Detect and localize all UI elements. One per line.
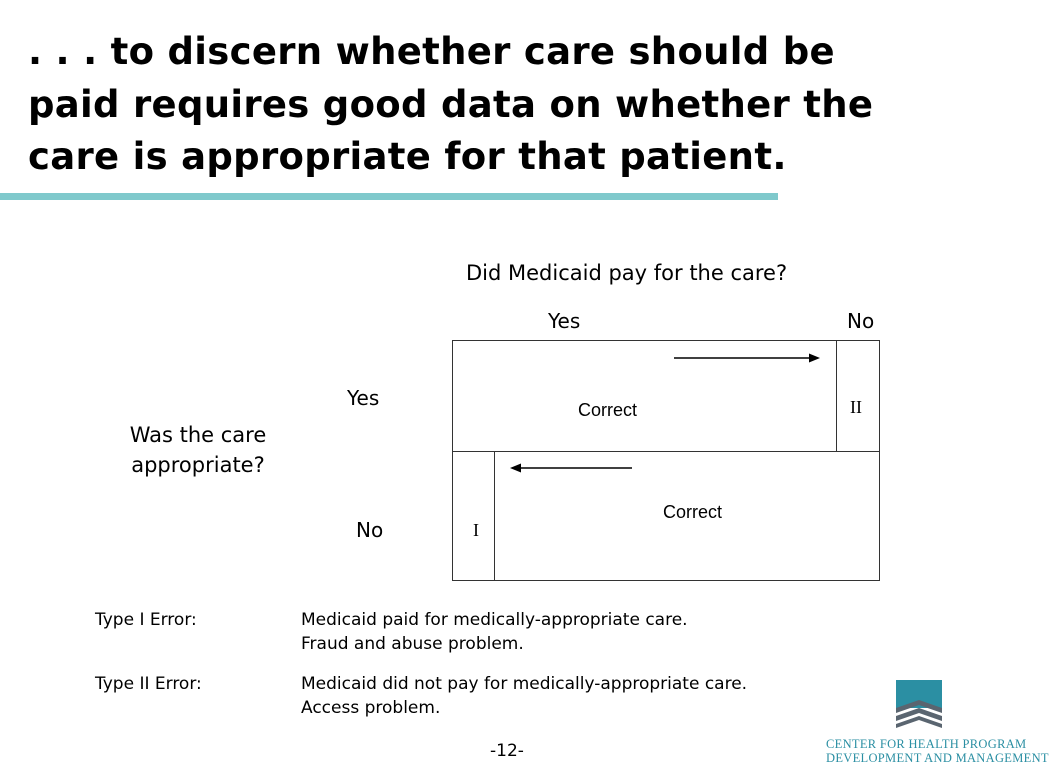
- definition-line: Access problem.: [301, 698, 441, 718]
- title-line-2: paid requires good data on whether the: [28, 82, 874, 126]
- definition-line: Fraud and abuse problem.: [301, 634, 524, 654]
- logo-text-line-2: DEVELOPMENT AND MANAGEMENT: [826, 751, 1049, 765]
- definition-type-i: [95, 608, 747, 656]
- row-question: [98, 420, 298, 481]
- cell-appropriate-not-paid: [836, 340, 880, 452]
- decision-matrix: [452, 340, 880, 581]
- correct-label-bottom: Correct: [663, 502, 723, 522]
- column-header-yes: Yes: [548, 309, 581, 333]
- definition-type-ii: [95, 672, 747, 720]
- definition-term: Type II Error:: [95, 674, 202, 694]
- right-arrow-icon: [674, 351, 824, 365]
- column-header-no: No: [847, 309, 875, 333]
- row-question-line-1: Was the care: [129, 423, 267, 447]
- type-ii-error-label: II: [850, 397, 862, 417]
- correct-label-top: Correct: [578, 400, 638, 420]
- definition-line: Medicaid did not pay for medically-appropriate care.: [301, 674, 748, 694]
- slide-title: [28, 26, 988, 184]
- title-line-3: care is appropriate for that patient.: [28, 135, 787, 179]
- row-question-line-2: appropriate?: [131, 453, 265, 478]
- cell-inappropriate-paid: [452, 451, 495, 581]
- column-question: Did Medicaid pay for the care?: [466, 261, 788, 285]
- row-header-yes: Yes: [347, 386, 380, 410]
- title-line-1: . . . to discern whether care should be: [28, 30, 835, 73]
- definition-description: [301, 672, 747, 720]
- title-divider: [0, 193, 778, 200]
- definition-line: Medicaid paid for medically-appropriate care.: [301, 610, 688, 630]
- row-header-no: No: [356, 518, 384, 542]
- left-arrow-icon: [508, 461, 636, 475]
- logo-text-line-1: CENTER FOR HEALTH PROGRAM: [826, 737, 1027, 751]
- organization-logo: [826, 680, 1049, 766]
- error-definitions: [95, 608, 747, 736]
- definition-term: Type I Error:: [95, 610, 197, 630]
- definition-description: [301, 608, 688, 656]
- page-number: -12-: [490, 741, 524, 761]
- type-i-error-label: I: [473, 520, 479, 540]
- building-logo-icon: [896, 680, 946, 730]
